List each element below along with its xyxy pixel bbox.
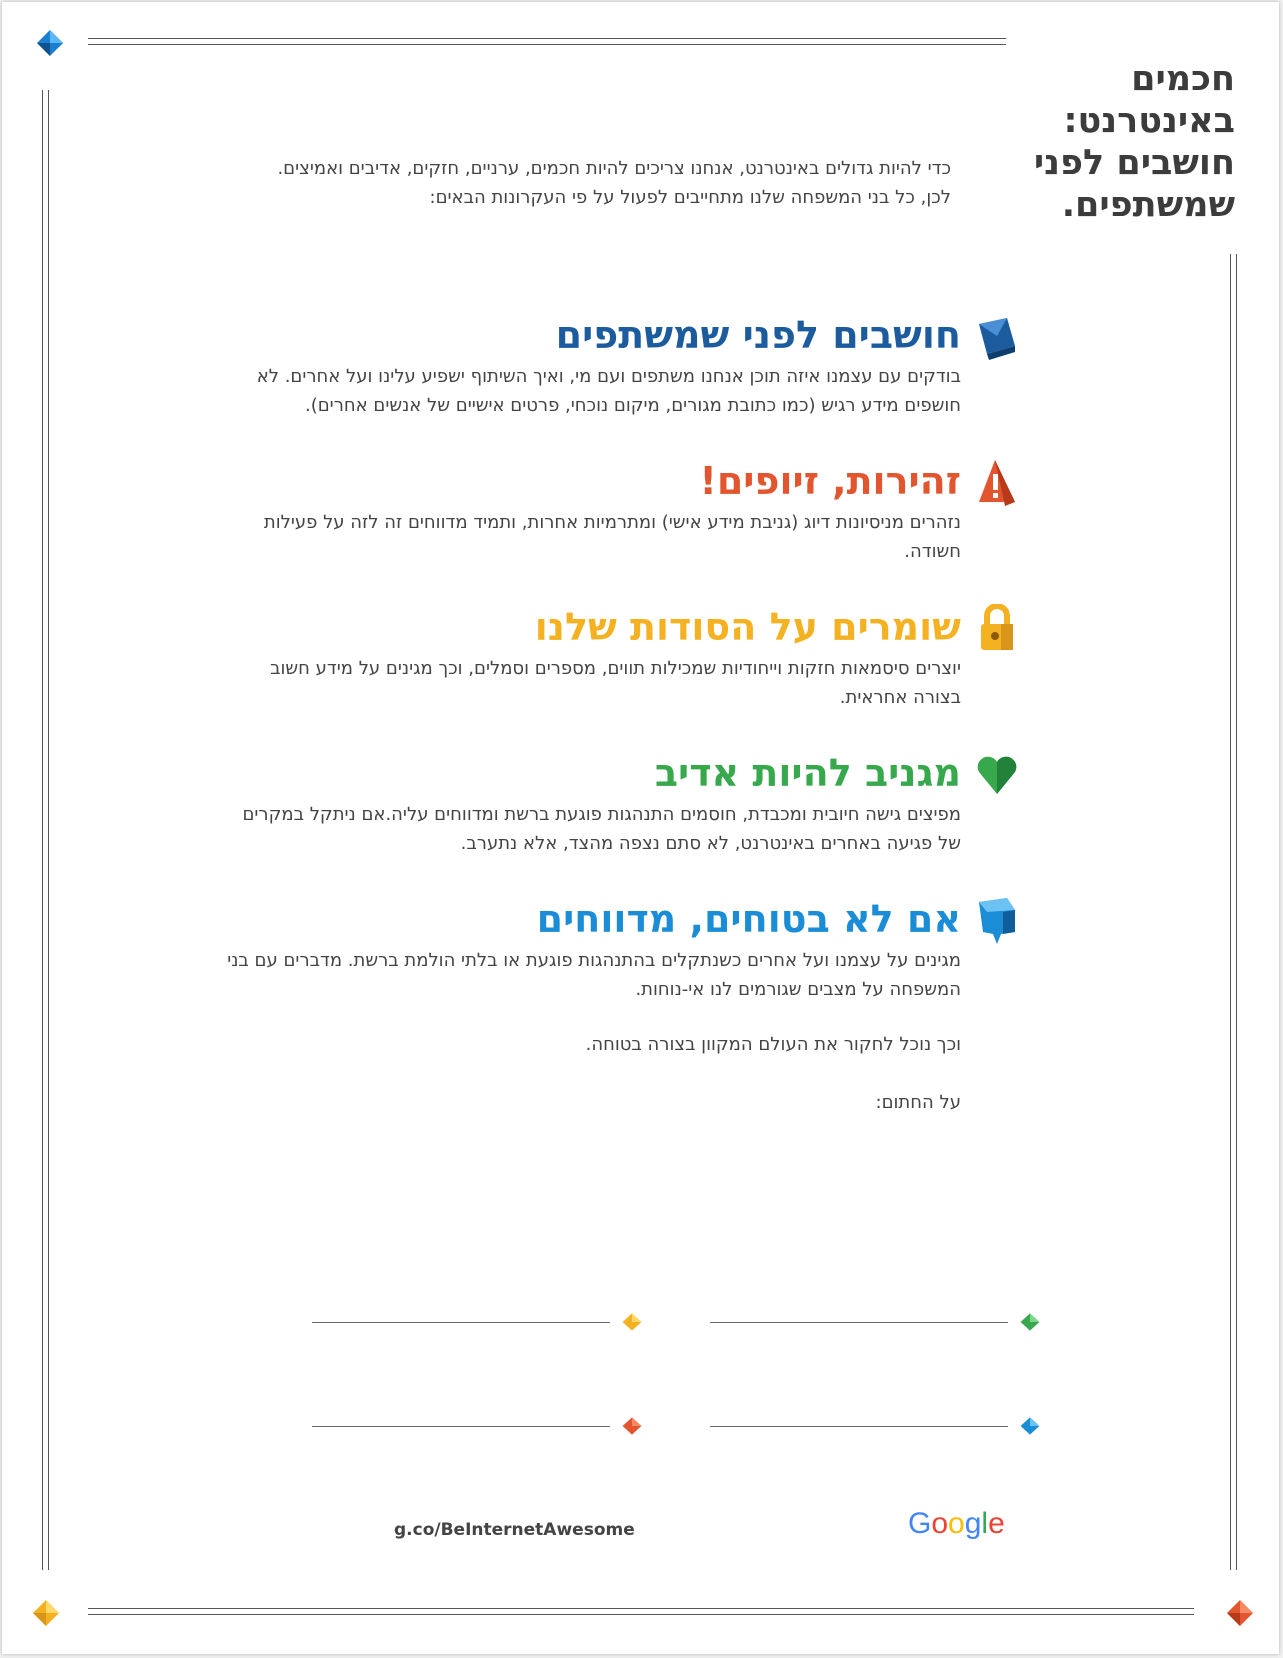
intro-line: כדי להיות גדולים באינטרנט, אנחנו צריכים להיות חכמים, ערניים, חזקים, אדיבים ואמיצים. <box>277 158 951 179</box>
green-diamond-icon <box>1018 1310 1042 1334</box>
right-border-line <box>1236 254 1237 1570</box>
yellow-diamond-icon <box>32 1599 60 1627</box>
logo-letter: g <box>964 1507 982 1540</box>
logo-letter: l <box>981 1507 989 1540</box>
right-border-line <box>1230 254 1231 1570</box>
title-line: שמשתפים. <box>1061 185 1235 225</box>
section-body: מפיצים גישה חיובית ומכבדת, חוסמים התנהגות פוגעת ברשת ומדווחים עליה.אם ניתקל במקרים של פגיעה באחרים באינטרנט, לא סתם נצפה מהצד, אלא נתערב. <box>242 804 961 854</box>
section-body: נזהרים מניסיונות דיוג (גניבת מידע אישי) ומתרמיות אחרות, ותמיד מדווחים זה לזה על פעילות חשודה. <box>263 512 961 562</box>
google-logo <box>908 1507 1005 1541</box>
intro-text <box>231 154 951 212</box>
title-line: חושבים לפני <box>1033 143 1235 183</box>
section-share-with-care <box>221 312 961 420</box>
section-body: מגינים על עצמנו ועל אחרים כשנתקלים בהתנהגות פוגעת או בלתי הולמת ברשת. מדברים עם בני המשפחה על מצבים שגורמים לנו אי-נוחות. <box>227 950 961 1000</box>
section-heading: זהירות, זיופים! <box>699 459 961 503</box>
section-secure-secrets <box>221 604 961 712</box>
footer-url[interactable]: g.co/BeInternetAwesome <box>394 1520 635 1540</box>
signature-line[interactable] <box>710 1426 1008 1427</box>
warning-icon <box>975 458 1019 508</box>
signature-line[interactable] <box>312 1426 610 1427</box>
blue-diamond-icon <box>36 29 64 57</box>
left-border-line <box>42 90 43 1570</box>
section-heading: שומרים על הסודות שלנו <box>534 605 961 649</box>
intro-line: לכן, כל בני המשפחה שלנו מתחייבים לפעול על פי העקרונות הבאים: <box>429 187 951 208</box>
pledge-page <box>2 2 1279 1654</box>
blue-diamond-icon <box>1018 1414 1042 1438</box>
red-diamond-icon <box>620 1414 644 1438</box>
speech-bubble-icon <box>975 896 1019 946</box>
section-its-cool-to-be-kind <box>221 750 961 858</box>
section-heading: מגניב להיות אדיב <box>654 751 961 795</box>
top-border-line <box>88 44 1006 45</box>
yellow-diamond-icon <box>620 1310 644 1334</box>
section-body: בודקים עם עצמנו איזה תוכן אנחנו משתפים ועם מי, ואיך השיתוף ישפיע עלינו ועל אחרים. לא חושפים מידע רגיש (כמו כתובת מגורים, מיקום נוכחי, פרטים אישיים של אנשים אחרים). <box>256 366 961 416</box>
logo-letter: e <box>988 1507 1005 1540</box>
signature-line[interactable] <box>710 1322 1008 1323</box>
logo-letter: o <box>948 1507 965 1540</box>
signature-label: על החתום: <box>875 1092 961 1113</box>
left-border-line <box>48 90 49 1570</box>
closing-text: וכך נוכל לחקור את העולם המקוון בצורה בטוחה. <box>585 1034 961 1055</box>
heart-icon <box>975 750 1019 800</box>
signature-line[interactable] <box>312 1322 610 1323</box>
logo-letter: o <box>931 1507 949 1540</box>
section-heading: חושבים לפני שמשתפים <box>555 313 961 357</box>
page-title <box>985 58 1235 226</box>
title-line: באינטרנט: <box>1063 101 1235 141</box>
section-heading: אם לא בטוחים, מדווחים <box>536 897 961 941</box>
section-when-in-doubt-talk-it-out <box>221 896 961 1004</box>
top-border-line <box>88 38 1006 39</box>
section-body: יוצרים סיסמאות חזקות וייחודיות שמכילות תווים, מספרים וסמלים, וכך מגינים על מידע חשוב בצורה אחראית. <box>270 658 961 708</box>
lock-icon <box>975 604 1019 654</box>
logo-letter: G <box>908 1507 932 1540</box>
bottom-border-line <box>88 1608 1194 1609</box>
envelope-icon <box>975 314 1019 364</box>
bottom-border-line <box>88 1614 1194 1615</box>
section-dont-fall-for-fake <box>221 458 961 566</box>
red-diamond-icon <box>1226 1599 1254 1627</box>
title-line: חכמים <box>1131 59 1235 99</box>
